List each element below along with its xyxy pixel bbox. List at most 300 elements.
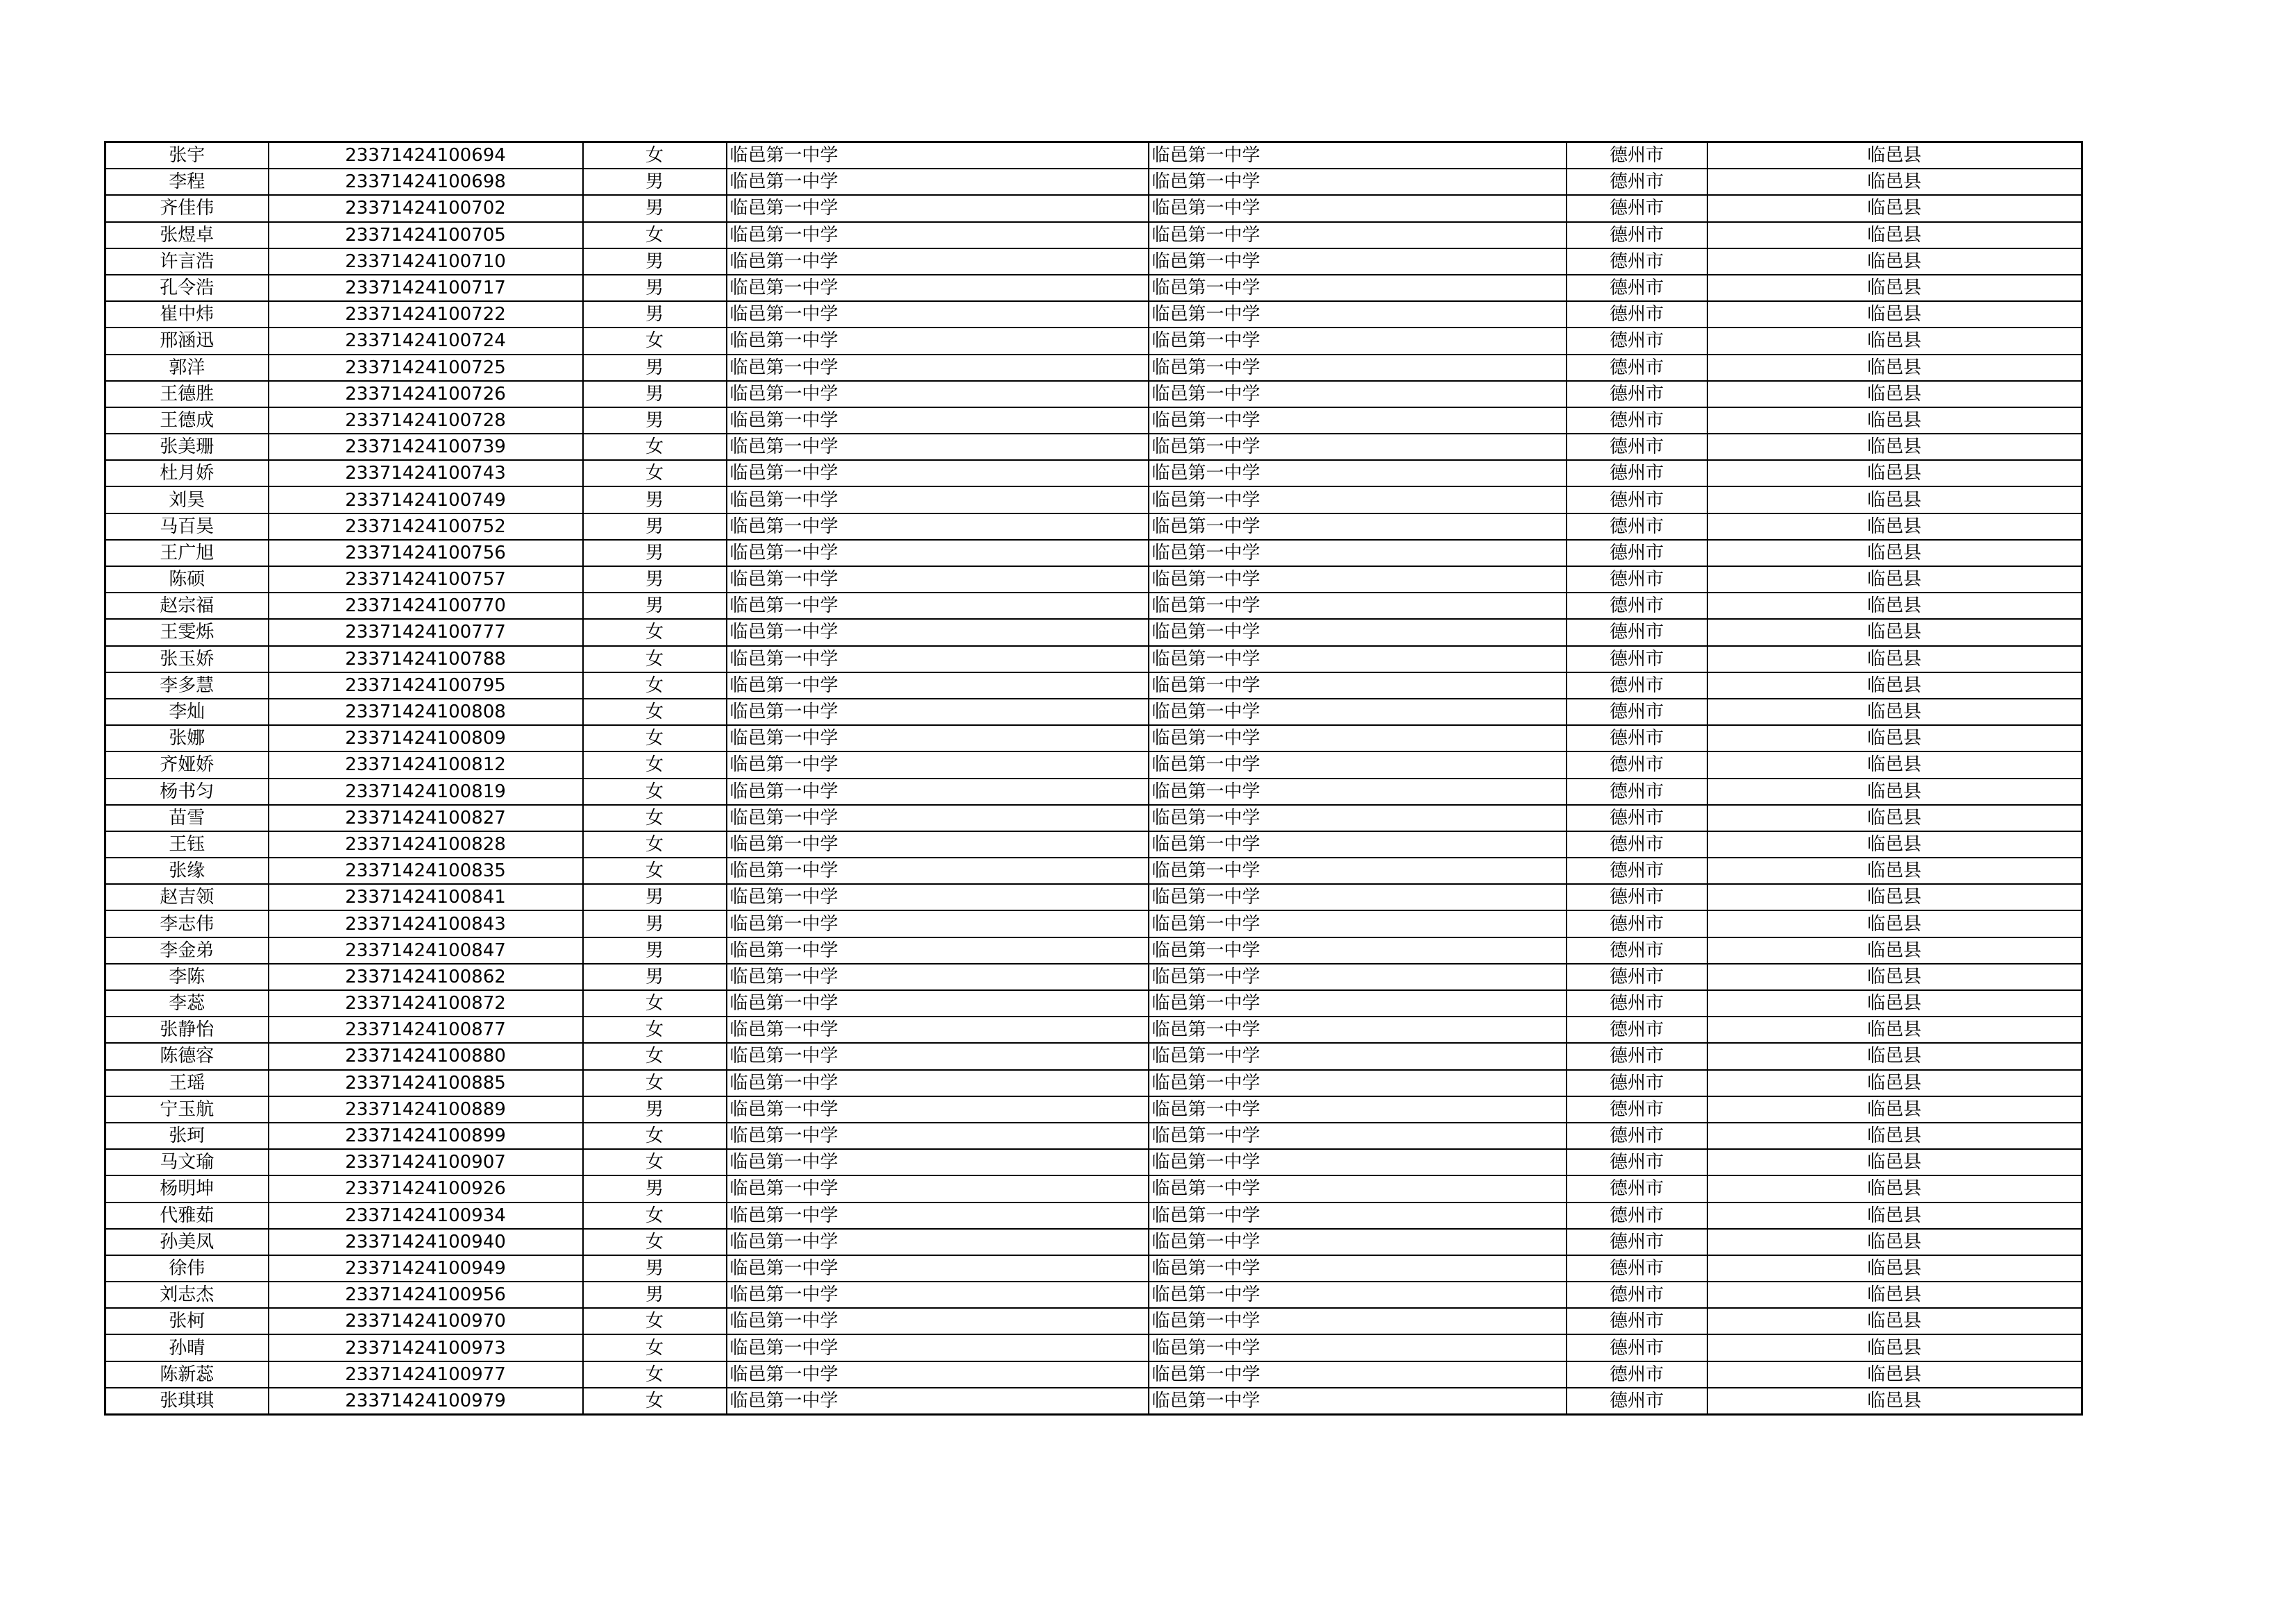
exam-number-cell: 23371424100949 bbox=[269, 1255, 583, 1282]
county-cell: 临邑县 bbox=[1707, 460, 2082, 486]
school-secondary-cell: 临邑第一中学 bbox=[1149, 513, 1567, 540]
exam-number-cell: 23371424100698 bbox=[269, 169, 583, 195]
exam-number-cell: 23371424100749 bbox=[269, 486, 583, 513]
student-name-cell: 李灿 bbox=[105, 699, 269, 725]
county-cell: 临邑县 bbox=[1707, 937, 2082, 964]
gender-cell: 女 bbox=[583, 1203, 727, 1229]
student-name-cell: 代雅茹 bbox=[105, 1203, 269, 1229]
school-cell: 临邑第一中学 bbox=[727, 858, 1149, 884]
exam-number-cell: 23371424100702 bbox=[269, 195, 583, 221]
table-row bbox=[105, 195, 2082, 221]
gender-cell: 女 bbox=[583, 1361, 727, 1388]
exam-number-cell: 23371424100743 bbox=[269, 460, 583, 486]
table-row bbox=[105, 805, 2082, 831]
exam-number-cell: 23371424100841 bbox=[269, 884, 583, 910]
table-row bbox=[105, 1070, 2082, 1096]
school-secondary-cell: 临邑第一中学 bbox=[1149, 434, 1567, 460]
table-row bbox=[105, 751, 2082, 778]
school-secondary-cell: 临邑第一中学 bbox=[1149, 1229, 1567, 1255]
county-cell: 临邑县 bbox=[1707, 646, 2082, 672]
county-cell: 临邑县 bbox=[1707, 142, 2082, 169]
school-cell: 临邑第一中学 bbox=[727, 566, 1149, 593]
city-cell: 德州市 bbox=[1567, 884, 1707, 910]
school-secondary-cell: 临邑第一中学 bbox=[1149, 275, 1567, 301]
student-name-cell: 齐佳伟 bbox=[105, 195, 269, 221]
school-secondary-cell: 临邑第一中学 bbox=[1149, 222, 1567, 248]
gender-cell: 女 bbox=[583, 1149, 727, 1175]
city-cell: 德州市 bbox=[1567, 142, 1707, 169]
school-cell: 临邑第一中学 bbox=[727, 486, 1149, 513]
school-cell: 临邑第一中学 bbox=[727, 1017, 1149, 1043]
school-secondary-cell: 临邑第一中学 bbox=[1149, 1308, 1567, 1334]
city-cell: 德州市 bbox=[1567, 751, 1707, 778]
school-secondary-cell: 临邑第一中学 bbox=[1149, 248, 1567, 275]
county-cell: 临邑县 bbox=[1707, 195, 2082, 221]
county-cell: 临邑县 bbox=[1707, 1175, 2082, 1202]
gender-cell: 男 bbox=[583, 486, 727, 513]
city-cell: 德州市 bbox=[1567, 222, 1707, 248]
city-cell: 德州市 bbox=[1567, 1388, 1707, 1415]
exam-number-cell: 23371424100728 bbox=[269, 407, 583, 434]
exam-number-cell: 23371424100819 bbox=[269, 779, 583, 805]
student-name-cell: 孔令浩 bbox=[105, 275, 269, 301]
city-cell: 德州市 bbox=[1567, 910, 1707, 937]
gender-cell: 男 bbox=[583, 1282, 727, 1308]
student-name-cell: 宁玉航 bbox=[105, 1096, 269, 1123]
exam-number-cell: 23371424100979 bbox=[269, 1388, 583, 1415]
table-row bbox=[105, 355, 2082, 381]
student-name-cell: 崔中炜 bbox=[105, 301, 269, 328]
student-name-cell: 张美珊 bbox=[105, 434, 269, 460]
school-secondary-cell: 临邑第一中学 bbox=[1149, 407, 1567, 434]
city-cell: 德州市 bbox=[1567, 1175, 1707, 1202]
student-name-cell: 陈德容 bbox=[105, 1043, 269, 1069]
county-cell: 临邑县 bbox=[1707, 805, 2082, 831]
table-row bbox=[105, 486, 2082, 513]
school-cell: 临邑第一中学 bbox=[727, 1203, 1149, 1229]
city-cell: 德州市 bbox=[1567, 990, 1707, 1017]
exam-number-cell: 23371424100828 bbox=[269, 831, 583, 858]
exam-number-cell: 23371424100808 bbox=[269, 699, 583, 725]
school-cell: 临邑第一中学 bbox=[727, 275, 1149, 301]
school-cell: 临邑第一中学 bbox=[727, 593, 1149, 619]
school-secondary-cell: 临邑第一中学 bbox=[1149, 1149, 1567, 1175]
table-row bbox=[105, 1175, 2082, 1202]
exam-number-cell: 23371424100757 bbox=[269, 566, 583, 593]
county-cell: 临邑县 bbox=[1707, 1361, 2082, 1388]
table-row bbox=[105, 1203, 2082, 1229]
school-cell: 临邑第一中学 bbox=[727, 1175, 1149, 1202]
table-row bbox=[105, 1229, 2082, 1255]
exam-number-cell: 23371424100926 bbox=[269, 1175, 583, 1202]
school-secondary-cell: 临邑第一中学 bbox=[1149, 1282, 1567, 1308]
student-name-cell: 许言浩 bbox=[105, 248, 269, 275]
student-name-cell: 李志伟 bbox=[105, 910, 269, 937]
gender-cell: 男 bbox=[583, 910, 727, 937]
exam-number-cell: 23371424100843 bbox=[269, 910, 583, 937]
school-cell: 临邑第一中学 bbox=[727, 990, 1149, 1017]
exam-number-cell: 23371424100907 bbox=[269, 1149, 583, 1175]
school-cell: 临邑第一中学 bbox=[727, 328, 1149, 354]
city-cell: 德州市 bbox=[1567, 301, 1707, 328]
exam-number-cell: 23371424100739 bbox=[269, 434, 583, 460]
county-cell: 临邑县 bbox=[1707, 593, 2082, 619]
gender-cell: 女 bbox=[583, 619, 727, 645]
school-secondary-cell: 临邑第一中学 bbox=[1149, 990, 1567, 1017]
gender-cell: 男 bbox=[583, 275, 727, 301]
county-cell: 临邑县 bbox=[1707, 725, 2082, 751]
city-cell: 德州市 bbox=[1567, 513, 1707, 540]
county-cell: 临邑县 bbox=[1707, 540, 2082, 566]
student-name-cell: 杨明坤 bbox=[105, 1175, 269, 1202]
gender-cell: 女 bbox=[583, 699, 727, 725]
school-cell: 临邑第一中学 bbox=[727, 407, 1149, 434]
student-name-cell: 杜月娇 bbox=[105, 460, 269, 486]
student-name-cell: 孙晴 bbox=[105, 1334, 269, 1361]
county-cell: 临邑县 bbox=[1707, 1149, 2082, 1175]
city-cell: 德州市 bbox=[1567, 831, 1707, 858]
student-name-cell: 张娜 bbox=[105, 725, 269, 751]
school-cell: 临邑第一中学 bbox=[727, 381, 1149, 407]
county-cell: 临邑县 bbox=[1707, 566, 2082, 593]
school-cell: 临邑第一中学 bbox=[727, 301, 1149, 328]
school-secondary-cell: 临邑第一中学 bbox=[1149, 884, 1567, 910]
city-cell: 德州市 bbox=[1567, 434, 1707, 460]
city-cell: 德州市 bbox=[1567, 593, 1707, 619]
table-row bbox=[105, 328, 2082, 354]
county-cell: 临邑县 bbox=[1707, 858, 2082, 884]
exam-number-cell: 23371424100872 bbox=[269, 990, 583, 1017]
student-name-cell: 郭洋 bbox=[105, 355, 269, 381]
table-row bbox=[105, 831, 2082, 858]
school-cell: 临邑第一中学 bbox=[727, 779, 1149, 805]
gender-cell: 女 bbox=[583, 990, 727, 1017]
student-name-cell: 王雯烁 bbox=[105, 619, 269, 645]
exam-number-cell: 23371424100788 bbox=[269, 646, 583, 672]
table-row bbox=[105, 1123, 2082, 1149]
school-secondary-cell: 临邑第一中学 bbox=[1149, 699, 1567, 725]
exam-number-cell: 23371424100956 bbox=[269, 1282, 583, 1308]
exam-number-cell: 23371424100880 bbox=[269, 1043, 583, 1069]
city-cell: 德州市 bbox=[1567, 275, 1707, 301]
table-row bbox=[105, 1017, 2082, 1043]
school-secondary-cell: 临邑第一中学 bbox=[1149, 1175, 1567, 1202]
gender-cell: 女 bbox=[583, 751, 727, 778]
city-cell: 德州市 bbox=[1567, 1043, 1707, 1069]
school-cell: 临邑第一中学 bbox=[727, 725, 1149, 751]
city-cell: 德州市 bbox=[1567, 1149, 1707, 1175]
school-secondary-cell: 临邑第一中学 bbox=[1149, 169, 1567, 195]
school-cell: 临邑第一中学 bbox=[727, 1308, 1149, 1334]
county-cell: 临邑县 bbox=[1707, 434, 2082, 460]
gender-cell: 女 bbox=[583, 646, 727, 672]
table-row bbox=[105, 1282, 2082, 1308]
student-name-cell: 王广旭 bbox=[105, 540, 269, 566]
exam-number-cell: 23371424100899 bbox=[269, 1123, 583, 1149]
school-cell: 临邑第一中学 bbox=[727, 1123, 1149, 1149]
school-secondary-cell: 临邑第一中学 bbox=[1149, 910, 1567, 937]
school-cell: 临邑第一中学 bbox=[727, 540, 1149, 566]
exam-number-cell: 23371424100726 bbox=[269, 381, 583, 407]
table-row bbox=[105, 593, 2082, 619]
county-cell: 临邑县 bbox=[1707, 486, 2082, 513]
gender-cell: 女 bbox=[583, 805, 727, 831]
gender-cell: 女 bbox=[583, 1017, 727, 1043]
gender-cell: 男 bbox=[583, 301, 727, 328]
school-secondary-cell: 临邑第一中学 bbox=[1149, 1123, 1567, 1149]
city-cell: 德州市 bbox=[1567, 1203, 1707, 1229]
county-cell: 临邑县 bbox=[1707, 1334, 2082, 1361]
school-cell: 临邑第一中学 bbox=[727, 513, 1149, 540]
school-cell: 临邑第一中学 bbox=[727, 646, 1149, 672]
school-cell: 临邑第一中学 bbox=[727, 460, 1149, 486]
school-secondary-cell: 临邑第一中学 bbox=[1149, 142, 1567, 169]
school-cell: 临邑第一中学 bbox=[727, 805, 1149, 831]
student-name-cell: 李金弟 bbox=[105, 937, 269, 964]
student-name-cell: 杨书匀 bbox=[105, 779, 269, 805]
school-secondary-cell: 临邑第一中学 bbox=[1149, 751, 1567, 778]
gender-cell: 女 bbox=[583, 142, 727, 169]
city-cell: 德州市 bbox=[1567, 460, 1707, 486]
table-row bbox=[105, 566, 2082, 593]
gender-cell: 女 bbox=[583, 328, 727, 354]
county-cell: 临邑县 bbox=[1707, 1255, 2082, 1282]
exam-number-cell: 23371424100756 bbox=[269, 540, 583, 566]
table-row bbox=[105, 937, 2082, 964]
school-secondary-cell: 临邑第一中学 bbox=[1149, 964, 1567, 990]
student-name-cell: 孙美凤 bbox=[105, 1229, 269, 1255]
student-name-cell: 王德胜 bbox=[105, 381, 269, 407]
school-cell: 临邑第一中学 bbox=[727, 672, 1149, 699]
city-cell: 德州市 bbox=[1567, 964, 1707, 990]
school-cell: 临邑第一中学 bbox=[727, 1255, 1149, 1282]
table-row bbox=[105, 275, 2082, 301]
exam-number-cell: 23371424100812 bbox=[269, 751, 583, 778]
table-row bbox=[105, 964, 2082, 990]
table-row bbox=[105, 540, 2082, 566]
school-cell: 临邑第一中学 bbox=[727, 937, 1149, 964]
county-cell: 临邑县 bbox=[1707, 301, 2082, 328]
county-cell: 临邑县 bbox=[1707, 1017, 2082, 1043]
city-cell: 德州市 bbox=[1567, 486, 1707, 513]
county-cell: 临邑县 bbox=[1707, 355, 2082, 381]
table-row bbox=[105, 1255, 2082, 1282]
student-name-cell: 陈新蕊 bbox=[105, 1361, 269, 1388]
school-secondary-cell: 临邑第一中学 bbox=[1149, 1096, 1567, 1123]
city-cell: 德州市 bbox=[1567, 1334, 1707, 1361]
gender-cell: 女 bbox=[583, 779, 727, 805]
student-name-cell: 李蕊 bbox=[105, 990, 269, 1017]
student-name-cell: 刘昊 bbox=[105, 486, 269, 513]
school-cell: 临邑第一中学 bbox=[727, 1361, 1149, 1388]
table-row bbox=[105, 513, 2082, 540]
student-name-cell: 张煜卓 bbox=[105, 222, 269, 248]
city-cell: 德州市 bbox=[1567, 1096, 1707, 1123]
school-secondary-cell: 临邑第一中学 bbox=[1149, 195, 1567, 221]
exam-number-cell: 23371424100835 bbox=[269, 858, 583, 884]
student-name-cell: 王瑶 bbox=[105, 1070, 269, 1096]
county-cell: 临邑县 bbox=[1707, 910, 2082, 937]
table-row bbox=[105, 222, 2082, 248]
city-cell: 德州市 bbox=[1567, 328, 1707, 354]
city-cell: 德州市 bbox=[1567, 1070, 1707, 1096]
exam-number-cell: 23371424100862 bbox=[269, 964, 583, 990]
city-cell: 德州市 bbox=[1567, 646, 1707, 672]
table-row bbox=[105, 407, 2082, 434]
gender-cell: 男 bbox=[583, 540, 727, 566]
city-cell: 德州市 bbox=[1567, 779, 1707, 805]
gender-cell: 女 bbox=[583, 1043, 727, 1069]
school-cell: 临邑第一中学 bbox=[727, 910, 1149, 937]
gender-cell: 女 bbox=[583, 460, 727, 486]
school-secondary-cell: 临邑第一中学 bbox=[1149, 1070, 1567, 1096]
gender-cell: 女 bbox=[583, 858, 727, 884]
gender-cell: 男 bbox=[583, 937, 727, 964]
school-secondary-cell: 临邑第一中学 bbox=[1149, 1203, 1567, 1229]
table-row bbox=[105, 460, 2082, 486]
school-secondary-cell: 临邑第一中学 bbox=[1149, 460, 1567, 486]
exam-number-cell: 23371424100934 bbox=[269, 1203, 583, 1229]
gender-cell: 男 bbox=[583, 1175, 727, 1202]
school-secondary-cell: 临邑第一中学 bbox=[1149, 1361, 1567, 1388]
school-secondary-cell: 临邑第一中学 bbox=[1149, 1017, 1567, 1043]
school-cell: 临邑第一中学 bbox=[727, 1229, 1149, 1255]
exam-number-cell: 23371424100752 bbox=[269, 513, 583, 540]
county-cell: 临邑县 bbox=[1707, 1203, 2082, 1229]
exam-number-cell: 23371424100885 bbox=[269, 1070, 583, 1096]
city-cell: 德州市 bbox=[1567, 858, 1707, 884]
school-secondary-cell: 临邑第一中学 bbox=[1149, 593, 1567, 619]
gender-cell: 女 bbox=[583, 1123, 727, 1149]
school-secondary-cell: 临邑第一中学 bbox=[1149, 779, 1567, 805]
gender-cell: 男 bbox=[583, 593, 727, 619]
exam-number-cell: 23371424100973 bbox=[269, 1334, 583, 1361]
city-cell: 德州市 bbox=[1567, 699, 1707, 725]
school-secondary-cell: 临邑第一中学 bbox=[1149, 540, 1567, 566]
table-row bbox=[105, 1334, 2082, 1361]
gender-cell: 男 bbox=[583, 513, 727, 540]
county-cell: 临邑县 bbox=[1707, 699, 2082, 725]
county-cell: 临邑县 bbox=[1707, 328, 2082, 354]
county-cell: 临邑县 bbox=[1707, 831, 2082, 858]
student-name-cell: 陈硕 bbox=[105, 566, 269, 593]
gender-cell: 男 bbox=[583, 169, 727, 195]
school-secondary-cell: 临邑第一中学 bbox=[1149, 1255, 1567, 1282]
gender-cell: 女 bbox=[583, 725, 727, 751]
county-cell: 临邑县 bbox=[1707, 513, 2082, 540]
student-name-cell: 李多慧 bbox=[105, 672, 269, 699]
city-cell: 德州市 bbox=[1567, 169, 1707, 195]
county-cell: 临邑县 bbox=[1707, 248, 2082, 275]
school-secondary-cell: 临邑第一中学 bbox=[1149, 486, 1567, 513]
student-name-cell: 张静怡 bbox=[105, 1017, 269, 1043]
school-secondary-cell: 临邑第一中学 bbox=[1149, 328, 1567, 354]
county-cell: 临邑县 bbox=[1707, 169, 2082, 195]
gender-cell: 男 bbox=[583, 566, 727, 593]
gender-cell: 男 bbox=[583, 1255, 727, 1282]
school-secondary-cell: 临邑第一中学 bbox=[1149, 619, 1567, 645]
school-secondary-cell: 临邑第一中学 bbox=[1149, 858, 1567, 884]
school-cell: 临邑第一中学 bbox=[727, 831, 1149, 858]
table-row bbox=[105, 169, 2082, 195]
county-cell: 临邑县 bbox=[1707, 1123, 2082, 1149]
county-cell: 临邑县 bbox=[1707, 619, 2082, 645]
city-cell: 德州市 bbox=[1567, 540, 1707, 566]
school-secondary-cell: 临邑第一中学 bbox=[1149, 566, 1567, 593]
gender-cell: 女 bbox=[583, 222, 727, 248]
table-row bbox=[105, 910, 2082, 937]
student-name-cell: 赵吉领 bbox=[105, 884, 269, 910]
exam-number-cell: 23371424100809 bbox=[269, 725, 583, 751]
school-cell: 临邑第一中学 bbox=[727, 1096, 1149, 1123]
school-secondary-cell: 临邑第一中学 bbox=[1149, 1043, 1567, 1069]
exam-number-cell: 23371424100770 bbox=[269, 593, 583, 619]
student-name-cell: 马百昊 bbox=[105, 513, 269, 540]
county-cell: 临邑县 bbox=[1707, 1308, 2082, 1334]
student-name-cell: 马文瑜 bbox=[105, 1149, 269, 1175]
table-row bbox=[105, 725, 2082, 751]
school-secondary-cell: 临邑第一中学 bbox=[1149, 646, 1567, 672]
exam-number-cell: 23371424100705 bbox=[269, 222, 583, 248]
county-cell: 临邑县 bbox=[1707, 275, 2082, 301]
school-cell: 临邑第一中学 bbox=[727, 1070, 1149, 1096]
county-cell: 临邑县 bbox=[1707, 1043, 2082, 1069]
school-secondary-cell: 临邑第一中学 bbox=[1149, 1388, 1567, 1415]
student-name-cell: 李程 bbox=[105, 169, 269, 195]
table-row bbox=[105, 381, 2082, 407]
table-row bbox=[105, 699, 2082, 725]
exam-number-cell: 23371424100877 bbox=[269, 1017, 583, 1043]
exam-number-cell: 23371424100777 bbox=[269, 619, 583, 645]
school-cell: 临邑第一中学 bbox=[727, 751, 1149, 778]
city-cell: 德州市 bbox=[1567, 1255, 1707, 1282]
exam-number-cell: 23371424100970 bbox=[269, 1308, 583, 1334]
county-cell: 临邑县 bbox=[1707, 1229, 2082, 1255]
city-cell: 德州市 bbox=[1567, 566, 1707, 593]
exam-number-cell: 23371424100827 bbox=[269, 805, 583, 831]
exam-number-cell: 23371424100725 bbox=[269, 355, 583, 381]
gender-cell: 男 bbox=[583, 1096, 727, 1123]
school-cell: 临邑第一中学 bbox=[727, 884, 1149, 910]
county-cell: 临邑县 bbox=[1707, 1282, 2082, 1308]
school-secondary-cell: 临邑第一中学 bbox=[1149, 301, 1567, 328]
table-row bbox=[105, 1388, 2082, 1415]
table-row bbox=[105, 434, 2082, 460]
student-name-cell: 张缘 bbox=[105, 858, 269, 884]
county-cell: 临邑县 bbox=[1707, 381, 2082, 407]
city-cell: 德州市 bbox=[1567, 355, 1707, 381]
school-secondary-cell: 临邑第一中学 bbox=[1149, 725, 1567, 751]
student-name-cell: 刘志杰 bbox=[105, 1282, 269, 1308]
school-secondary-cell: 临邑第一中学 bbox=[1149, 381, 1567, 407]
school-cell: 临邑第一中学 bbox=[727, 222, 1149, 248]
student-name-cell: 齐娅娇 bbox=[105, 751, 269, 778]
school-secondary-cell: 临邑第一中学 bbox=[1149, 831, 1567, 858]
table-row bbox=[105, 858, 2082, 884]
table-row bbox=[105, 672, 2082, 699]
school-secondary-cell: 临邑第一中学 bbox=[1149, 805, 1567, 831]
exam-number-cell: 23371424100977 bbox=[269, 1361, 583, 1388]
table-row bbox=[105, 1149, 2082, 1175]
gender-cell: 男 bbox=[583, 964, 727, 990]
exam-number-cell: 23371424100889 bbox=[269, 1096, 583, 1123]
exam-number-cell: 23371424100710 bbox=[269, 248, 583, 275]
table-row bbox=[105, 1096, 2082, 1123]
exam-number-cell: 23371424100724 bbox=[269, 328, 583, 354]
school-cell: 临邑第一中学 bbox=[727, 1388, 1149, 1415]
school-cell: 临邑第一中学 bbox=[727, 169, 1149, 195]
table-row bbox=[105, 646, 2082, 672]
